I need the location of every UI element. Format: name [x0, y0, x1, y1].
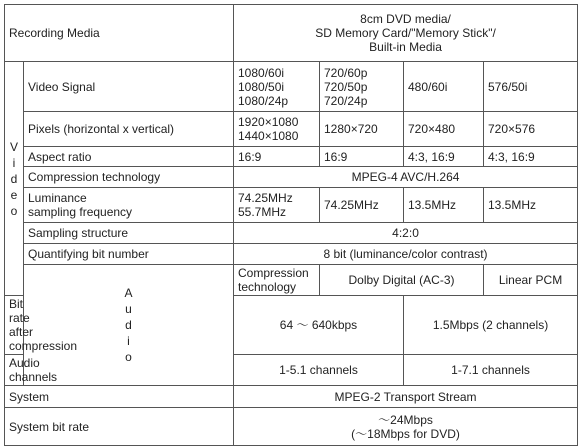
luminance-value-1: 74.25MHz 55.7MHz	[234, 188, 320, 223]
luminance-value-3: 13.5MHz	[404, 188, 484, 223]
audio-channels-value-2: 1-7.1 channels	[404, 355, 578, 386]
video-signal-value-1: 1080/60i 1080/50i 1080/24p	[234, 62, 320, 112]
row-recording-media	[5, 5, 578, 62]
aspect-ratio-value-2: 16:9	[320, 147, 404, 167]
row-video-signal	[5, 62, 578, 112]
aspect-ratio-value-1: 16:9	[234, 147, 320, 167]
audio-channels-value-1: 1-5.1 channels	[234, 355, 404, 386]
luminance-value-2: 74.25MHz	[320, 188, 404, 223]
video-signal-label: Video Signal	[24, 62, 234, 112]
video-group-label	[5, 62, 24, 296]
video-signal-value-4: 576/50i	[484, 62, 578, 112]
recording-media-label: Recording Media	[5, 5, 234, 62]
bit-rate-after-label: Bit rate after compression	[5, 296, 24, 355]
audio-group-text: A u d i o	[124, 286, 133, 364]
system-label: System	[5, 386, 234, 408]
row-luminance	[5, 188, 578, 223]
audio-compression-value-2: Linear PCM	[484, 265, 578, 296]
aspect-ratio-label: Aspect ratio	[24, 147, 234, 167]
video-compression-value: MPEG-4 AVC/H.264	[234, 167, 578, 188]
row-pixels	[5, 112, 578, 147]
pixels-value-1: 1920×1080 1440×1080	[234, 112, 320, 147]
audio-group-label	[24, 265, 234, 386]
quantifying-label: Quantifying bit number	[24, 244, 234, 265]
system-value: MPEG-2 Transport Stream	[234, 386, 578, 408]
aspect-ratio-value-3: 4:3, 16:9	[404, 147, 484, 167]
luminance-value-4: 13.5MHz	[484, 188, 578, 223]
spec-table-container	[4, 4, 578, 446]
pixels-label: Pixels (horizontal x vertical)	[24, 112, 234, 147]
system-bit-rate-label: System bit rate	[5, 408, 234, 446]
row-system-bit-rate	[5, 408, 578, 446]
video-group-text: V i d e o	[9, 139, 18, 218]
row-video-compression	[5, 167, 578, 188]
video-signal-value-2: 720/60p 720/50p 720/24p	[320, 62, 404, 112]
aspect-ratio-value-4: 4:3, 16:9	[484, 147, 578, 167]
specifications-table	[4, 4, 578, 446]
audio-channels-label: Audio channels	[5, 355, 24, 386]
row-system	[5, 386, 578, 408]
pixels-value-2: 1280×720	[320, 112, 404, 147]
video-compression-label: Compression technology	[24, 167, 234, 188]
recording-media-value: 8cm DVD media/ SD Memory Card/"Memory Stick"/ Built-in Media	[234, 5, 578, 62]
luminance-label: Luminance sampling frequency	[24, 188, 234, 223]
bit-rate-after-value-2: 1.5Mbps (2 channels)	[404, 296, 578, 355]
row-quantifying	[5, 244, 578, 265]
quantifying-value: 8 bit (luminance/color contrast)	[234, 244, 578, 265]
bit-rate-after-value-1: 64 ～ 640kbps	[234, 296, 404, 355]
row-aspect-ratio	[5, 147, 578, 167]
video-signal-value-3: 480/60i	[404, 62, 484, 112]
sampling-structure-value: 4:2:0	[234, 223, 578, 244]
audio-compression-value-1: Dolby Digital (AC-3)	[320, 265, 484, 296]
pixels-value-3: 720×480	[404, 112, 484, 147]
row-audio-compression	[5, 265, 578, 296]
audio-compression-label: Compression technology	[234, 265, 320, 296]
pixels-value-4: 720×576	[484, 112, 578, 147]
row-sampling-structure	[5, 223, 578, 244]
sampling-structure-label: Sampling structure	[24, 223, 234, 244]
system-bit-rate-value: ～24Mbps (～18Mbps for DVD)	[234, 408, 578, 446]
